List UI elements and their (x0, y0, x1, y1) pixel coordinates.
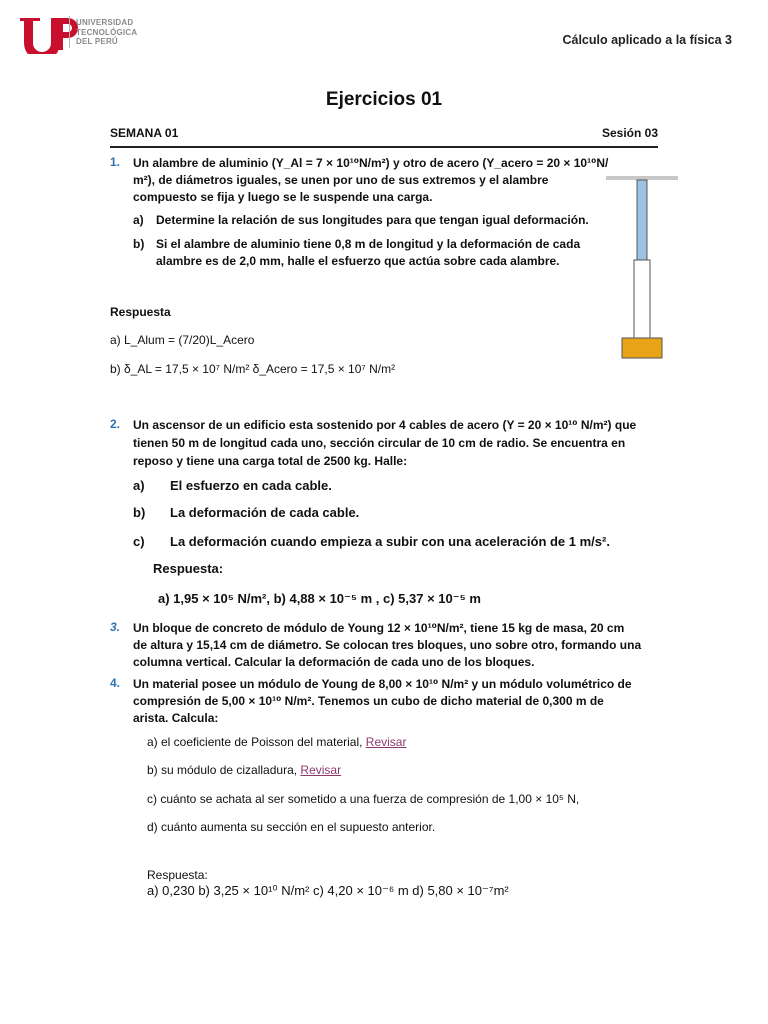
problem-4-part-b (147, 762, 341, 779)
part-a-text: a) el coeficiente de Poisson del material, (147, 735, 366, 749)
problem-3-line: de altura y 15,14 cm de diámetro. Se colocan tres bloques, uno sobre otro, formando una (133, 638, 642, 652)
problem-1-line: Un alambre de aluminio (Y_Al = 7 × 10¹⁰N/m²) y otro de acero (Y_acero = 20 × 10¹⁰N/ (133, 156, 609, 170)
item-label: c) (133, 534, 145, 549)
page-title: Ejercicios 01 (325, 89, 443, 110)
answer-heading: Respuesta (110, 305, 171, 319)
problem-number: 2. (110, 417, 121, 431)
logo-text-line: UNIVERSIDAD (76, 18, 134, 27)
logo-text (76, 18, 137, 47)
problem-2-line: reposo y tiene una carga total de 2500 kg. Halle: (133, 454, 408, 468)
problem-1-part-b: alambre es de 2,0 mm, halle el esfuerzo que actúa sobre cada alambre. (156, 254, 560, 268)
meta-row (110, 126, 658, 140)
item-label: b) (133, 237, 145, 251)
problem-4-part-c: c) cuánto se achata al ser sometido a una fuerza de compresión de 1,00 × 10⁵ N, (147, 792, 580, 806)
problem-1-part-b: Si el alambre de aluminio tiene 0,8 m de longitud y la deformación de cada (156, 237, 581, 251)
problem-number: 4. (110, 676, 121, 690)
answer-text: a) 1,95 × 10⁵ N/m², b) 4,88 × 10⁻⁵ m , c) 5,37 × 10⁻⁵ m (158, 591, 481, 606)
problem-2-part-c: La deformación cuando empieza a subir con una aceleración de 1 m/s². (170, 534, 610, 549)
logo-divider (69, 16, 70, 48)
problem-4-part-d: d) cuánto aumenta su sección en el supuesto anterior. (147, 820, 436, 834)
problem-2-part-b: La deformación de cada cable. (170, 505, 360, 520)
answer-b: b) δ_AL = 17,5 × 10⁷ N/m² δ_Acero = 17,5 × 10⁷ N/m² (110, 362, 396, 376)
item-label: b) (133, 505, 146, 520)
problem-3-line: columna vertical. Calcular la deformación de cada uno de los bloques. (133, 655, 535, 669)
session-label: Sesión 03 (601, 126, 658, 140)
problem-4-line: arista. Calcula: (133, 711, 219, 725)
problem-2-line: Un ascensor de un edificio esta sostenido por 4 cables de acero (Y = 20 × 10¹⁰ N/m²) que (133, 418, 637, 432)
problem-2-part-a: El esfuerzo en cada cable. (170, 478, 332, 493)
header-rule (110, 146, 658, 148)
problem-2-line: tienen 50 m de longitud cada uno, sección circular de 10 cm de radio. Se encuentra en (133, 436, 626, 450)
hanging-wire-diagram (606, 174, 678, 360)
logo-text-line: DEL PERÚ (76, 37, 118, 46)
utp-logo-icon (18, 14, 82, 54)
part-b-text: b) su módulo de cizalladura, (147, 763, 301, 777)
answer-text: a) 0,230 b) 3,25 × 10¹⁰ N/m² c) 4,20 × 10⁻⁶ m d) 5,80 × 10⁻⁷m² (147, 883, 509, 898)
revisar-link[interactable]: Revisar (365, 735, 407, 749)
answer-a: a) L_Alum = (7/20)L_Acero (110, 333, 255, 347)
item-label: a) (133, 213, 144, 227)
item-label: a) (133, 478, 145, 493)
problem-4-line: compresión de 5,00 × 10¹⁰ N/m². Tenemos un cubo de dicho material de 0,300 m de (133, 694, 604, 708)
logo-text-line: TECNOLÓGICA (76, 27, 138, 37)
problem-1-part-a: Determine la relación de sus longitudes para que tengan igual deformación. (156, 213, 589, 227)
problem-4-line: Un material posee un módulo de Young de 8,00 × 10¹⁰ N/m² y un módulo volumétrico de (133, 677, 632, 691)
answer-heading: Respuesta: (147, 868, 208, 882)
wire-figure (606, 174, 678, 360)
problem-number: 1. (110, 155, 121, 169)
course-title: Cálculo aplicado a la física 3 (562, 33, 732, 47)
answer-heading: Respuesta: (153, 561, 224, 576)
problem-1-line: compuesto se fija y luego se le suspende una carga. (133, 190, 433, 204)
week-label: SEMANA 01 (110, 126, 179, 140)
problem-4-part-a (147, 734, 406, 751)
revisar-link[interactable]: Revisar (300, 763, 342, 777)
problem-1-line: m²), de diámetros iguales, se unen por uno de sus extremos y el alambre (133, 173, 549, 187)
problem-3-line: Un bloque de concreto de módulo de Young 12 × 10¹⁰N/m², tiene 15 kg de masa, 20 cm (133, 621, 625, 635)
problem-number: 3. (110, 620, 121, 634)
